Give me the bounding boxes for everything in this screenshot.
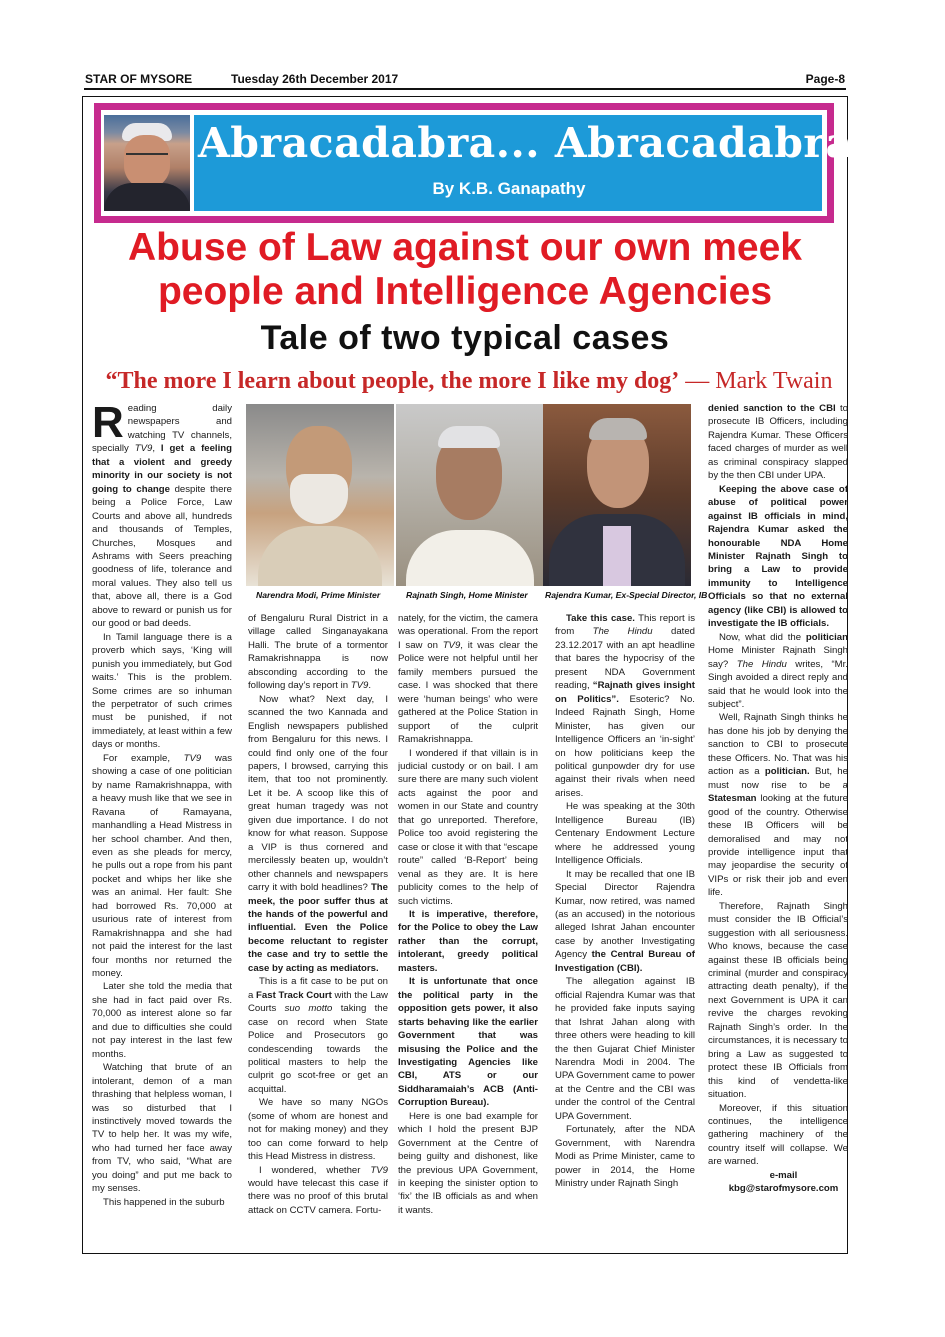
header-rule [84, 88, 846, 90]
column-banner [94, 103, 897, 223]
paragraph: I wondered if that villain is in judicial custody or on bail. I am sure there are many such violent acts against the poor and women in our State and country that go unreported. Therefore, Police too avoid registering the case or close it with that “escape route” called ‘B-Report’ being venal as they are. It is here publicity comes to the help of such victims. [398, 747, 538, 907]
headline: Abuse of Law against our own meek people and Intelligence Agencies [128, 226, 802, 313]
paragraph: This happened in the suburb [103, 1196, 225, 1208]
paragraph: Reading daily newspapers and watching TV channels, specially TV9, I get a feeling that a violent and greedy minority in our society is not going to change despite there being a Police Force, Law Courts and above all, hundreds and thousands of Temples, Churches, Mosques and Ashrams with Seers preaching goodness of life, tolerance and moral values. They also tell us that, above all, there is a God above to reward or punish us for our good or bad deeds. [92, 402, 232, 630]
article-column-5 [708, 402, 848, 1242]
author-email-link[interactable]: kbg@starofmysore.com [728, 1183, 839, 1195]
paragraph: Later she told the media that she had in fact paid over Rs. 70,000 as interest alone so far and due to difficulties she could not pay interest in the last few months. [92, 981, 232, 1060]
paragraph: Moreover, if this situation continues, the intelligence gathering machinery of the country itself will collapse. We are warned. [708, 1102, 848, 1168]
caption-rajendra: Rajendra Kumar, Ex-Special Director, IB [545, 590, 708, 600]
paragraph: Keeping the above case of abuse of political power against IB officials in mind, Rajendra Kumar asked the honourable NDA Home Minister Rajnath Singh to bring a Law to provide immunity to Intelligence Officials so that no external agency (like CBI) is allowed to investigate the IB officials. [708, 483, 848, 630]
pull-quote [84, 366, 854, 396]
article-column-4 [555, 612, 695, 1242]
caption-rajnath: Rajnath Singh, Home Minister [406, 590, 528, 600]
paragraph: Watching that brute of an intolerant, demon of a man thrashing that helpless woman, I was so disturbed that I instinctively moved towards the TV to help her. It was my wife, who had turned her face away from TV, who said, “What are you doing” and put me back to my senses. [92, 1062, 232, 1195]
issue-date: Tuesday 26th December 2017 [231, 72, 399, 86]
photo-rajnath-singh [396, 404, 544, 586]
paragraph: It is imperative, therefore, for the Police to obey the Law rather than the corrupt, intolerant, greedy political masters. [398, 908, 538, 974]
drop-cap: R [92, 402, 124, 447]
paragraph: We have so many NGOs (some of whom are honest and not for making money) and they too can come forward to help this Head Mistress in distress. [248, 1097, 388, 1163]
paragraph: Well, Rajnath Singh thinks he has done his job by denying the sanction to CBI to prosecute these Officers. No. That was his action as a politician. But, he must now rise to be a Statesman looking at the future good of the country. Otherwise these IB Officers will be demoralised and may not provide intelligence input that may jeopardise the security of VIPs or risk their job and even life. [708, 712, 848, 899]
paragraph: Therefore, Rajnath Singh must consider the IB Official’s suggestion with all seriousness. Who knows, because the case against these IB officials being criminal (murder and conspiracy attracting death penalty), if the next Government is UPA it can revive the charges revoking Rajnath Singh’s order. In the circumstances, it is necessary to bring a Law as suggested to protect these IB Officials from this kind of vendetta-like situation. [708, 900, 848, 1101]
paragraph: Now what? Next day, I scanned the two Kannada and English newspapers published from Bengaluru for this news. I could find only one of the four papers, I browsed, carrying this item, that too not prominently. Let it be. A scoop like this of great human tragedy was not given due importance. I do not know for what reason. Suppose a VIP is thus cornered and mercilessly beaten up, wouldn’t other channels and newspapers carry it with bold headlines? The meek, the poor suffer thus at the hands of the powerful and influential. Even the Police become reluctant to register the case and try to settle the case by acting as mediators. [248, 693, 388, 974]
page-number: Page-8 [805, 72, 845, 86]
subheadline: Tale of two typical cases [260, 319, 670, 357]
email-label: e-mail [769, 1169, 798, 1181]
paragraph: denied sanction to the CBI to prosecute IB Officers, including Rajendra Kumar. These Officers faced charges of murder as well as criminal conspiracy slapped by the then CBI under UPA. [708, 403, 848, 482]
paragraph: The allegation against IB official Rajendra Kumar was that he provided fake inputs saying that Ishrat Jahan along with three others were heading to kill the then Gujarat Chief Minister Narendra Modi in 2004. The UPA Government came to power at the Centre and the CBI was under the control of the Central UPA Government. [555, 976, 695, 1122]
paragraph: Take this case. This report is from The Hindu dated 23.12.2017 with an apt headline that bares the hypocrisy of the present NDA Government reading, “Rajnath gives insight on Politics”. Esoteric? No. Indeed Rajnath Singh, Home Minister, has given our Intelligence Officers an ‘in-sight’ on how politicians keep the political gunpowder dry for use against their rivals when need arises. [555, 613, 695, 799]
photo-rajendra-kumar [543, 404, 691, 586]
paragraph: In Tamil language there is a proverb which says, ‘King will punish you immediately, but God waits.’ This is the problem. Some crimes are so inhuman the perpetrator of such crimes must be punished, if not immediately, at least within a few days or months. [92, 631, 232, 751]
article-column-1 [92, 402, 232, 1242]
paragraph: For example, TV9 was showing a case of one politician by name Ramakrishnappa, with a heavy mush like that we see in Ravana of Ramayana, manhandling a Head Mistress in her school chamber. And then, even as she pleads for mercy, he pulls out a rope from his pant pocket and whips her like she was an animal. Her fault: She had borrowed Rs. 70,000 at usurious rate of interest from Ramakrishnappa and she had not paid the interest for the last four months nor returned the money. [92, 752, 232, 980]
paragraph: I wondered, whether TV9 would have telecast this case if there was no proof of this brutal attack on CCTV camera. Fortu- [248, 1164, 388, 1216]
paragraph: Fortunately, after the NDA Government, with Narendra Modi as Prime Minister, came to power in 2014, the Home Ministry under Rajnath Singh [555, 1124, 695, 1190]
caption-modi: Narendra Modi, Prime Minister [256, 590, 381, 600]
paragraph: This is a fit case to be put on a Fast Track Court with the Law Courts suo motto taking the case on record when State Police and Prosecutors go condescending towards the political masters to help the culprit go scot-free or get an acquittal. [248, 976, 388, 1095]
article-column-2 [248, 612, 388, 1242]
paragraph: It may be recalled that one IB Special Director Rajendra Kumar, now retired, was named (as an accused) in the notorious alleged Ishrat Jahan encounter case by another Investigating Agency the Central Bureau of Investigation (CBI). [555, 868, 695, 974]
paragraph: of Bengaluru Rural District in a village called Singanayakana Halli. The brute of a tormentor Ramakrishnappa is now absconding according to the following day’s report in TV9. [248, 613, 388, 692]
paragraph: Here is one bad example for which I hold the present BJP Government at the Centre of being guilty and dishonest, like the previous UPA Government, in keeping the sinister option to ‘fix’ the IB officials as and when it wants. [398, 1110, 538, 1216]
running-header [85, 72, 845, 88]
author-portrait [104, 115, 190, 211]
article-column-3 [398, 612, 538, 1242]
photo-narendra-modi [246, 404, 394, 586]
column-title: Abracadabra... Abracadabra... [198, 119, 897, 167]
quote-text: “The more I learn about people, the more I like my dog’ [105, 368, 680, 394]
paragraph: He was speaking at the 30th Intelligence Bureau (IB) Centenary Endowment Lecture where he addressed young Intelligence Officials. [555, 801, 695, 867]
paragraph: Now, what did the politician Home Minister Rajnath Singh say? The Hindu writes, “Mr. Singh avoided a direct reply and said that he would look into the subject”. [708, 631, 848, 710]
paragraph: nately, for the victim, the camera was operational. From the report I saw on TV9, it was clear the Police were not helpful until her family members pursued the case. I was shocked that there were ‘human beings’ who were gathered at the Police Station in support of the culprit Ramakrishnappa. [398, 613, 538, 746]
quote-author: — Mark Twain [679, 368, 833, 394]
publication-name: STAR OF MYSORE [85, 72, 193, 86]
paragraph: It is unfortunate that once the political party in the opposition gets power, it also starts behaving like the earlier Government that was misusing the Police and the Investigating Agencies like CBI, ATS or our Siddharamaiah’s ACB (Anti-Corruption Bureau). [398, 976, 538, 1109]
byline: By K.B. Ganapathy [432, 179, 586, 198]
